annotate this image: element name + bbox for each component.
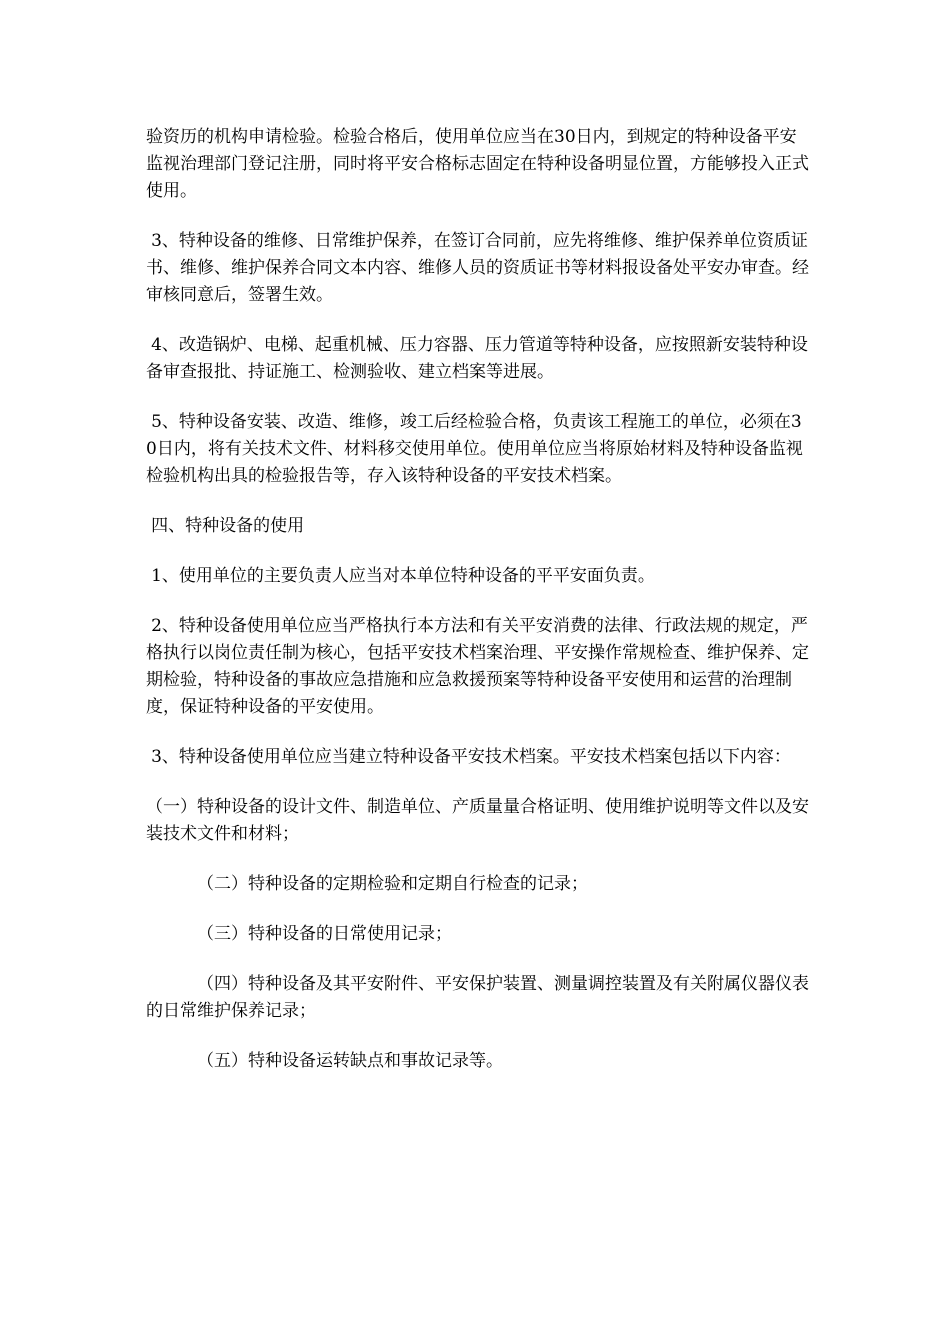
paragraph-item-5-handover: 5、特种设备安装、改造、维修，竣工后经检验合格，负责该工程施工的单位，必须在30日内，将有关技术文件、材料移交使用单位。使用单位应当将原始材料及特种设备监视检验机构出具的检验报告等，存入该特种设备的平安技术档案。: [146, 412, 803, 486]
paragraph-item-3-maintenance: 3、特种设备的维修、日常维护保养，在签订合同前，应先将维修、维护保养单位资质证书、维修、维护保养合同文本内容、维修人员的资质证书等材料报设备处平安办审查。经审核同意后，签署生效。: [146, 231, 809, 305]
document-body: [146, 124, 811, 1098]
list-item-archive-1: （一）特种设备的设计文件、制造单位、产质量量合格证明、使用维护说明等文件以及安装技术文件和材料；: [146, 797, 809, 844]
section-heading-usage: 四、特种设备的使用: [151, 516, 305, 536]
list-item-archive-4: （四）特种设备及其平安附件、平安保护装置、测量调控装置及有关附属仪器仪表的日常维护保养记录；: [146, 974, 809, 1021]
list-item-archive-2: （二）特种设备的定期检验和定期自行检查的记录；: [197, 874, 588, 894]
paragraph-registration: 验资历的机构申请检验。检验合格后，使用单位应当在30日内，到规定的特种设备平安监视治理部门登记注册，同时将平安合格标志固定在特种设备明显位置，方能够投入正式使用。: [146, 127, 809, 201]
paragraph-item-2-management: 2、特种设备使用单位应当严格执行本方法和有关平安消费的法律、行政法规的规定，严格执行以岗位责任制为核心，包括平安技术档案治理、平安操作常规检查、维护保养、定期检验，特种设备的事故应急措施和应急救援预案等特种设备平安使用和运营的治理制度，保证特种设备的平安使用。: [146, 616, 809, 717]
list-item-archive-3: （三）特种设备的日常使用记录；: [197, 924, 452, 944]
paragraph-item-1-responsibility: 1、使用单位的主要负责人应当对本单位特种设备的平平安面负责。: [151, 566, 655, 586]
list-item-archive-5: （五）特种设备运转缺点和事故记录等。: [197, 1051, 503, 1071]
paragraph-item-3-archives: 3、特种设备使用单位应当建立特种设备平安技术档案。平安技术档案包括以下内容：: [151, 747, 791, 767]
paragraph-item-4-modification: 4、改造锅炉、电梯、起重机械、压力容器、压力管道等特种设备，应按照新安装特种设备审查报批、持证施工、检测验收、建立档案等进展。: [146, 335, 808, 382]
